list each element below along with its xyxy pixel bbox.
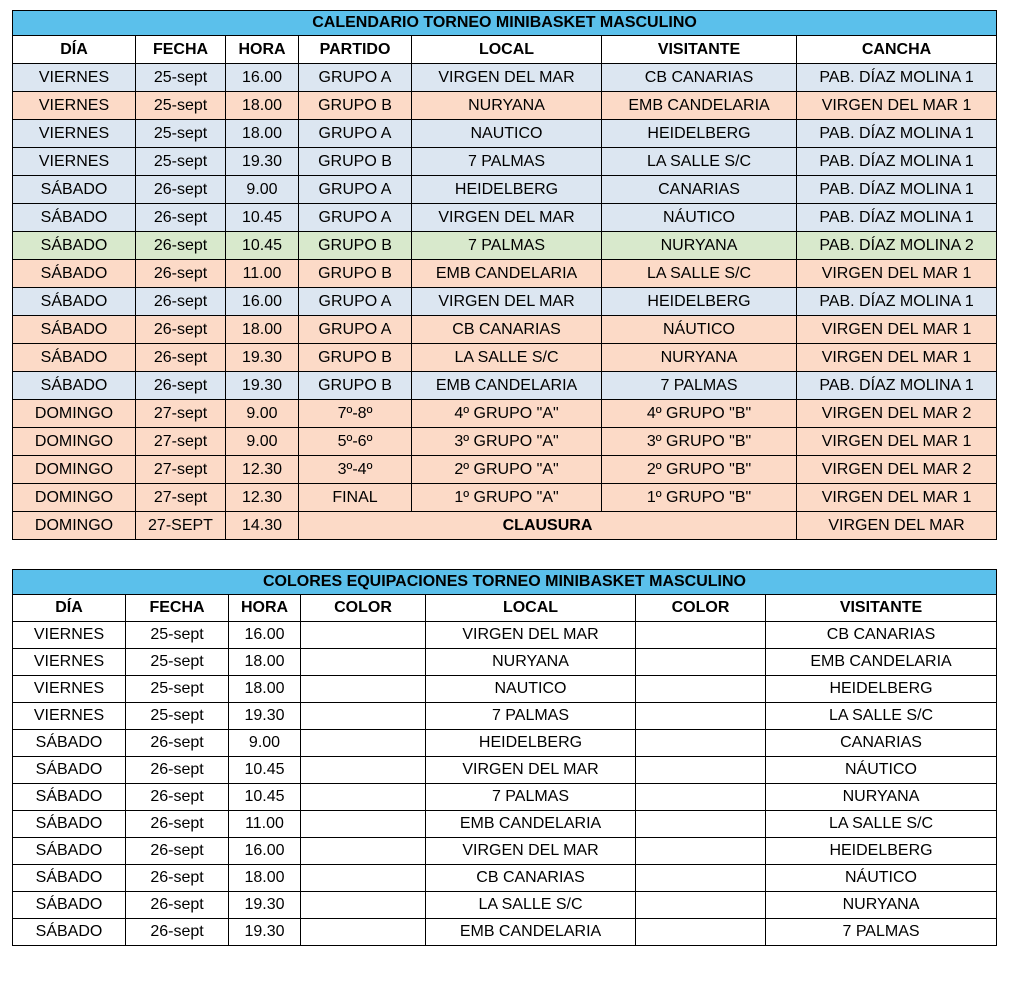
cell-fecha: 26-sept	[136, 288, 226, 316]
cell-dia: VIERNES	[13, 148, 136, 176]
cell-visitante: 4º GRUPO "B"	[602, 400, 797, 428]
table-row	[13, 428, 997, 456]
cell-visitante: LA SALLE S/C	[766, 811, 997, 838]
cell-visitante: NURYANA	[602, 344, 797, 372]
cell-partido: GRUPO B	[299, 260, 412, 288]
cell-dia: VIERNES	[13, 649, 126, 676]
cell-hora: 10.45	[229, 784, 301, 811]
cell-color-local	[301, 676, 426, 703]
cell-partido: GRUPO B	[299, 232, 412, 260]
cell-cancha: PAB. DÍAZ MOLINA 1	[797, 176, 997, 204]
table-row	[13, 120, 997, 148]
cell-local: 2º GRUPO "A"	[412, 456, 602, 484]
cell-dia: SÁBADO	[13, 204, 136, 232]
cell-local: NURYANA	[426, 649, 636, 676]
table-row	[13, 919, 997, 946]
header-color-local: COLOR	[301, 595, 426, 622]
cell-dia: DOMINGO	[13, 456, 136, 484]
cell-visitante: HEIDELBERG	[602, 120, 797, 148]
cell-visitante: NÁUTICO	[602, 204, 797, 232]
cell-color-visitante	[636, 703, 766, 730]
cell-dia: VIERNES	[13, 703, 126, 730]
table-row	[13, 811, 997, 838]
cell-local: EMB CANDELARIA	[412, 260, 602, 288]
cell-hora: 18.00	[226, 92, 299, 120]
cell-partido: GRUPO B	[299, 372, 412, 400]
cell-dia: SÁBADO	[13, 176, 136, 204]
cell-local: VIRGEN DEL MAR	[426, 757, 636, 784]
closing-event: CLAUSURA	[299, 512, 797, 540]
cell-visitante: CANARIAS	[602, 176, 797, 204]
cell-local: VIRGEN DEL MAR	[426, 838, 636, 865]
cell-hora: 9.00	[226, 428, 299, 456]
cell-local: 7 PALMAS	[412, 148, 602, 176]
cell-cancha: VIRGEN DEL MAR 1	[797, 484, 997, 512]
cell-cancha: PAB. DÍAZ MOLINA 2	[797, 232, 997, 260]
cell-hora: 19.30	[226, 372, 299, 400]
cell-hora: 18.00	[229, 865, 301, 892]
table-row	[13, 64, 997, 92]
cell-dia: VIERNES	[13, 92, 136, 120]
cell-color-visitante	[636, 865, 766, 892]
kits-table	[12, 569, 997, 946]
cell-dia: DOMINGO	[13, 484, 136, 512]
cell-dia: DOMINGO	[13, 428, 136, 456]
cell-visitante: CB CANARIAS	[766, 622, 997, 649]
cell-dia: SÁBADO	[13, 757, 126, 784]
cell-hora: 12.30	[226, 484, 299, 512]
header-hora: HORA	[226, 36, 299, 64]
table-row	[13, 484, 997, 512]
cell-local: CB CANARIAS	[426, 865, 636, 892]
cell-visitante: LA SALLE S/C	[602, 148, 797, 176]
cell-color-local	[301, 757, 426, 784]
table-row	[13, 838, 997, 865]
cell-color-visitante	[636, 622, 766, 649]
table-row	[13, 649, 997, 676]
cell-visitante: HEIDELBERG	[602, 288, 797, 316]
cell-cancha: PAB. DÍAZ MOLINA 1	[797, 288, 997, 316]
header-fecha: FECHA	[136, 36, 226, 64]
cell-fecha: 27-sept	[136, 428, 226, 456]
cell-fecha: 26-sept	[126, 784, 229, 811]
cell-fecha: 25-sept	[136, 64, 226, 92]
cell-hora: 9.00	[226, 400, 299, 428]
table-row	[13, 148, 997, 176]
cell-visitante: LA SALLE S/C	[766, 703, 997, 730]
cell-hora: 9.00	[229, 730, 301, 757]
cell-local: 7 PALMAS	[412, 232, 602, 260]
cell-partido: GRUPO B	[299, 92, 412, 120]
cell-color-local	[301, 622, 426, 649]
table-row	[13, 622, 997, 649]
cell-fecha: 26-sept	[136, 176, 226, 204]
table-row	[13, 892, 997, 919]
cell-fecha: 26-sept	[126, 811, 229, 838]
cell-hora: 19.30	[229, 703, 301, 730]
cell-visitante: 7 PALMAS	[602, 372, 797, 400]
cell-hora: 19.30	[229, 919, 301, 946]
table-row	[13, 92, 997, 120]
kits-title: COLORES EQUIPACIONES TORNEO MINIBASKET MASCULINO	[13, 570, 997, 595]
cell-visitante: 1º GRUPO "B"	[602, 484, 797, 512]
header-partido: PARTIDO	[299, 36, 412, 64]
cell-partido: 5º-6º	[299, 428, 412, 456]
cell-fecha: 25-sept	[126, 622, 229, 649]
cell-cancha: VIRGEN DEL MAR 1	[797, 260, 997, 288]
header-dia: DÍA	[13, 595, 126, 622]
cell-color-local	[301, 919, 426, 946]
cell-hora: 16.00	[226, 288, 299, 316]
cell-hora: 10.45	[226, 232, 299, 260]
cell-cancha: VIRGEN DEL MAR 1	[797, 344, 997, 372]
cell-color-local	[301, 892, 426, 919]
table-row	[13, 456, 997, 484]
cell-color-visitante	[636, 919, 766, 946]
table-row	[13, 730, 997, 757]
cell-color-visitante	[636, 784, 766, 811]
cell-partido: FINAL	[299, 484, 412, 512]
cell-dia: VIERNES	[13, 64, 136, 92]
table-row	[13, 372, 997, 400]
header-local: LOCAL	[426, 595, 636, 622]
table-row	[13, 288, 997, 316]
cell-hora: 12.30	[226, 456, 299, 484]
closing-cancha: VIRGEN DEL MAR	[797, 512, 997, 540]
cell-local: HEIDELBERG	[426, 730, 636, 757]
cell-fecha: 26-sept	[136, 204, 226, 232]
cell-local: NURYANA	[412, 92, 602, 120]
cell-dia: VIERNES	[13, 120, 136, 148]
closing-dia: DOMINGO	[13, 512, 136, 540]
cell-visitante: 7 PALMAS	[766, 919, 997, 946]
cell-hora: 19.30	[226, 344, 299, 372]
cell-local: LA SALLE S/C	[412, 344, 602, 372]
cell-fecha: 26-sept	[136, 316, 226, 344]
cell-dia: SÁBADO	[13, 730, 126, 757]
cell-fecha: 25-sept	[136, 120, 226, 148]
header-local: LOCAL	[412, 36, 602, 64]
cell-fecha: 27-sept	[136, 400, 226, 428]
cell-hora: 9.00	[226, 176, 299, 204]
cell-partido: GRUPO B	[299, 148, 412, 176]
table-row	[13, 757, 997, 784]
cell-partido: GRUPO A	[299, 176, 412, 204]
cell-local: 4º GRUPO "A"	[412, 400, 602, 428]
cell-visitante: 3º GRUPO "B"	[602, 428, 797, 456]
cell-dia: SÁBADO	[13, 811, 126, 838]
cell-hora: 18.00	[229, 649, 301, 676]
cell-local: VIRGEN DEL MAR	[426, 622, 636, 649]
cell-hora: 16.00	[226, 64, 299, 92]
cell-cancha: VIRGEN DEL MAR 1	[797, 316, 997, 344]
cell-local: 1º GRUPO "A"	[412, 484, 602, 512]
cell-color-local	[301, 865, 426, 892]
table-row	[13, 260, 997, 288]
cell-partido: GRUPO A	[299, 204, 412, 232]
cell-cancha: PAB. DÍAZ MOLINA 1	[797, 148, 997, 176]
cell-visitante: EMB CANDELARIA	[602, 92, 797, 120]
cell-dia: DOMINGO	[13, 400, 136, 428]
cell-fecha: 26-sept	[126, 838, 229, 865]
cell-fecha: 26-sept	[126, 757, 229, 784]
closing-row	[13, 512, 997, 540]
cell-hora: 19.30	[226, 148, 299, 176]
cell-visitante: NÁUTICO	[766, 757, 997, 784]
cell-local: 7 PALMAS	[426, 784, 636, 811]
cell-fecha: 26-sept	[136, 232, 226, 260]
cell-fecha: 26-sept	[136, 260, 226, 288]
table-row	[13, 784, 997, 811]
header-color-visitante: COLOR	[636, 595, 766, 622]
table-row	[13, 176, 997, 204]
cell-dia: VIERNES	[13, 676, 126, 703]
cell-visitante: CANARIAS	[766, 730, 997, 757]
cell-hora: 18.00	[229, 676, 301, 703]
cell-fecha: 25-sept	[136, 92, 226, 120]
cell-color-visitante	[636, 757, 766, 784]
header-cancha: CANCHA	[797, 36, 997, 64]
cell-cancha: PAB. DÍAZ MOLINA 1	[797, 120, 997, 148]
cell-hora: 11.00	[229, 811, 301, 838]
cell-fecha: 27-sept	[136, 456, 226, 484]
cell-cancha: VIRGEN DEL MAR 1	[797, 92, 997, 120]
closing-fecha: 27-SEPT	[136, 512, 226, 540]
cell-fecha: 26-sept	[126, 919, 229, 946]
cell-visitante: 2º GRUPO "B"	[602, 456, 797, 484]
cell-color-local	[301, 703, 426, 730]
cell-hora: 10.45	[226, 204, 299, 232]
cell-local: EMB CANDELARIA	[426, 919, 636, 946]
cell-dia: SÁBADO	[13, 288, 136, 316]
cell-visitante: NÁUTICO	[766, 865, 997, 892]
cell-hora: 10.45	[229, 757, 301, 784]
cell-dia: SÁBADO	[13, 865, 126, 892]
cell-color-visitante	[636, 676, 766, 703]
table-row	[13, 703, 997, 730]
cell-color-local	[301, 649, 426, 676]
cell-partido: GRUPO A	[299, 288, 412, 316]
cell-local: NAUTICO	[412, 120, 602, 148]
cell-dia: SÁBADO	[13, 838, 126, 865]
cell-visitante: CB CANARIAS	[602, 64, 797, 92]
cell-hora: 16.00	[229, 622, 301, 649]
table-row	[13, 676, 997, 703]
header-visitante: VISITANTE	[602, 36, 797, 64]
cell-fecha: 26-sept	[126, 892, 229, 919]
cell-visitante: NURYANA	[602, 232, 797, 260]
header-fecha: FECHA	[126, 595, 229, 622]
cell-fecha: 27-sept	[136, 484, 226, 512]
cell-local: EMB CANDELARIA	[412, 372, 602, 400]
cell-fecha: 26-sept	[136, 344, 226, 372]
cell-cancha: PAB. DÍAZ MOLINA 1	[797, 64, 997, 92]
cell-local: 7 PALMAS	[426, 703, 636, 730]
cell-color-visitante	[636, 838, 766, 865]
cell-hora: 18.00	[226, 316, 299, 344]
table-row	[13, 865, 997, 892]
cell-color-local	[301, 784, 426, 811]
cell-visitante: NURYANA	[766, 892, 997, 919]
cell-local: VIRGEN DEL MAR	[412, 204, 602, 232]
cell-visitante: NÁUTICO	[602, 316, 797, 344]
cell-fecha: 25-sept	[126, 676, 229, 703]
cell-visitante: LA SALLE S/C	[602, 260, 797, 288]
cell-dia: SÁBADO	[13, 784, 126, 811]
header-visitante: VISITANTE	[766, 595, 997, 622]
cell-dia: SÁBADO	[13, 344, 136, 372]
cell-hora: 16.00	[229, 838, 301, 865]
cell-local: NAUTICO	[426, 676, 636, 703]
cell-dia: SÁBADO	[13, 260, 136, 288]
cell-color-visitante	[636, 649, 766, 676]
cell-hora: 11.00	[226, 260, 299, 288]
cell-visitante: HEIDELBERG	[766, 838, 997, 865]
table-row	[13, 400, 997, 428]
cell-dia: SÁBADO	[13, 919, 126, 946]
table-row	[13, 204, 997, 232]
cell-local: EMB CANDELARIA	[426, 811, 636, 838]
cell-local: VIRGEN DEL MAR	[412, 288, 602, 316]
table-row	[13, 316, 997, 344]
cell-visitante: HEIDELBERG	[766, 676, 997, 703]
cell-partido: GRUPO A	[299, 64, 412, 92]
cell-hora: 19.30	[229, 892, 301, 919]
cell-local: VIRGEN DEL MAR	[412, 64, 602, 92]
cell-visitante: EMB CANDELARIA	[766, 649, 997, 676]
cell-partido: GRUPO A	[299, 120, 412, 148]
cell-local: 3º GRUPO "A"	[412, 428, 602, 456]
cell-visitante: NURYANA	[766, 784, 997, 811]
cell-dia: SÁBADO	[13, 316, 136, 344]
table-row	[13, 344, 997, 372]
header-hora: HORA	[229, 595, 301, 622]
cell-cancha: PAB. DÍAZ MOLINA 1	[797, 204, 997, 232]
cell-fecha: 25-sept	[126, 703, 229, 730]
cell-dia: SÁBADO	[13, 372, 136, 400]
cell-partido: GRUPO A	[299, 316, 412, 344]
cell-fecha: 26-sept	[126, 865, 229, 892]
cell-local: CB CANARIAS	[412, 316, 602, 344]
cell-local: LA SALLE S/C	[426, 892, 636, 919]
cell-partido: 7º-8º	[299, 400, 412, 428]
cell-fecha: 26-sept	[126, 730, 229, 757]
cell-fecha: 25-sept	[126, 649, 229, 676]
cell-cancha: VIRGEN DEL MAR 2	[797, 456, 997, 484]
cell-hora: 18.00	[226, 120, 299, 148]
cell-fecha: 26-sept	[136, 372, 226, 400]
cell-color-visitante	[636, 811, 766, 838]
table-row	[13, 232, 997, 260]
cell-color-visitante	[636, 892, 766, 919]
cell-color-local	[301, 811, 426, 838]
cell-color-visitante	[636, 730, 766, 757]
calendar-table	[12, 10, 997, 540]
cell-local: HEIDELBERG	[412, 176, 602, 204]
cell-cancha: VIRGEN DEL MAR 1	[797, 428, 997, 456]
cell-color-local	[301, 730, 426, 757]
cell-dia: SÁBADO	[13, 892, 126, 919]
cell-partido: GRUPO B	[299, 344, 412, 372]
cell-partido: 3º-4º	[299, 456, 412, 484]
cell-dia: SÁBADO	[13, 232, 136, 260]
cell-cancha: PAB. DÍAZ MOLINA 1	[797, 372, 997, 400]
header-dia: DÍA	[13, 36, 136, 64]
calendar-title: CALENDARIO TORNEO MINIBASKET MASCULINO	[13, 11, 997, 36]
cell-cancha: VIRGEN DEL MAR 2	[797, 400, 997, 428]
cell-dia: VIERNES	[13, 622, 126, 649]
closing-hora: 14.30	[226, 512, 299, 540]
cell-color-local	[301, 838, 426, 865]
cell-fecha: 25-sept	[136, 148, 226, 176]
